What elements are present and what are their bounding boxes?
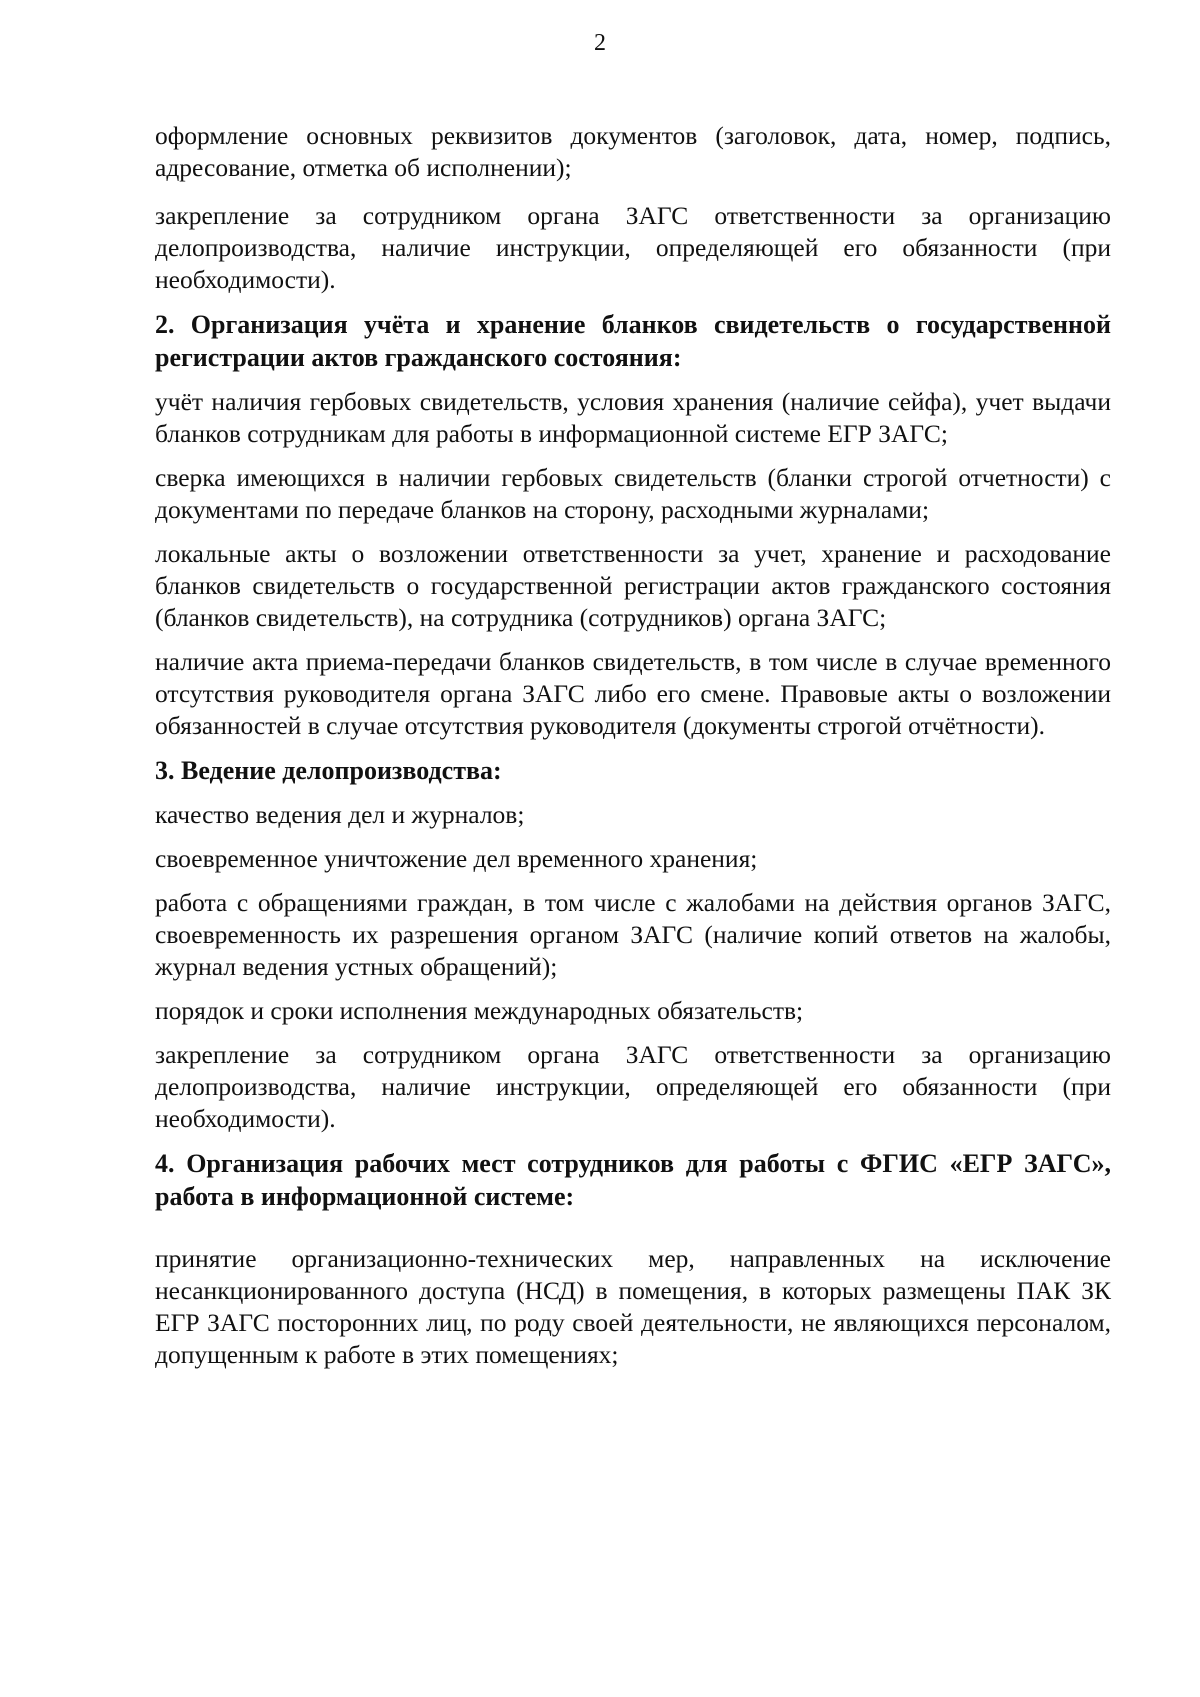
paragraph-certificate-accounting: учёт наличия гербовых свидетельств, условия хранения (наличие сейфа), учет выдачи бланков сотрудникам для работы в информационной системе ЕГР ЗАГС; <box>155 387 1111 448</box>
paragraph-transfer-act: наличие акта приема-передачи бланков свидетельств, в том числе в случае временного отсутствия руководителя органа ЗАГС либо его смене. Правовые акты о возложении обязанностей в случае отсутствия руководителя (документы строгой отчётности). <box>155 647 1111 740</box>
paragraph-responsibility: закрепление за сотрудником органа ЗАГС ответственности за организацию делопроизводства, наличие инструкции, определяющей его обязанности (при необходимости). <box>155 201 1111 294</box>
section-heading-2: 2. Организация учёта и хранение бланков свидетельств о государственной регистрации актов гражданского состояния: <box>155 310 1111 372</box>
paragraph-requisites: оформление основных реквизитов документов (заголовок, дата, номер, подпись, адресование, отметка об исполнении); <box>155 121 1111 182</box>
paragraph-responsibility-repeat: закрепление за сотрудником органа ЗАГС ответственности за организацию делопроизводства, наличие инструкции, определяющей его обязанности (при необходимости). <box>155 1040 1111 1133</box>
paragraph-local-acts: локальные акты о возложении ответственности за учет, хранение и расходование бланков свидетельств о государственной регистрации актов гражданского состояния (бланков свидетельств), на сотрудника (сотрудников) органа ЗАГС; <box>155 539 1111 632</box>
paragraph-case-quality: качество ведения дел и журналов; <box>155 800 525 829</box>
section-heading-3: 3. Ведение делопроизводства: <box>155 756 502 785</box>
paragraph-destruction: своевременное уничтожение дел временного хранения; <box>155 844 758 873</box>
section-heading-4: 4. Организация рабочих мест сотрудников для работы с ФГИС «ЕГР ЗАГС», работа в информационной системе: <box>155 1149 1111 1211</box>
paragraph-citizen-requests: работа с обращениями граждан, в том числе с жалобами на действия органов ЗАГС, своевременность их разрешения органом ЗАГС (наличие копий ответов на жалобы, журнал ведения устных обращений); <box>155 888 1111 981</box>
paragraph-reconciliation: сверка имеющихся в наличии гербовых свидетельств (бланки строгой отчетности) с документами по передаче бланков на сторону, расходными журналами; <box>155 463 1111 524</box>
paragraph-access-control: принятие организационно-технических мер, направленных на исключение несанкционированного доступа (НСД) в помещения, в которых размещены ПАК ЗК ЕГР ЗАГС посторонних лиц, по роду своей деятельности, не являющихся персоналом, допущенным к работе в этих помещениях; <box>155 1244 1111 1369</box>
document-body <box>155 120 1111 1383</box>
paragraph-international: порядок и сроки исполнения международных обязательств; <box>155 996 804 1025</box>
page-number: 2 <box>594 30 606 56</box>
